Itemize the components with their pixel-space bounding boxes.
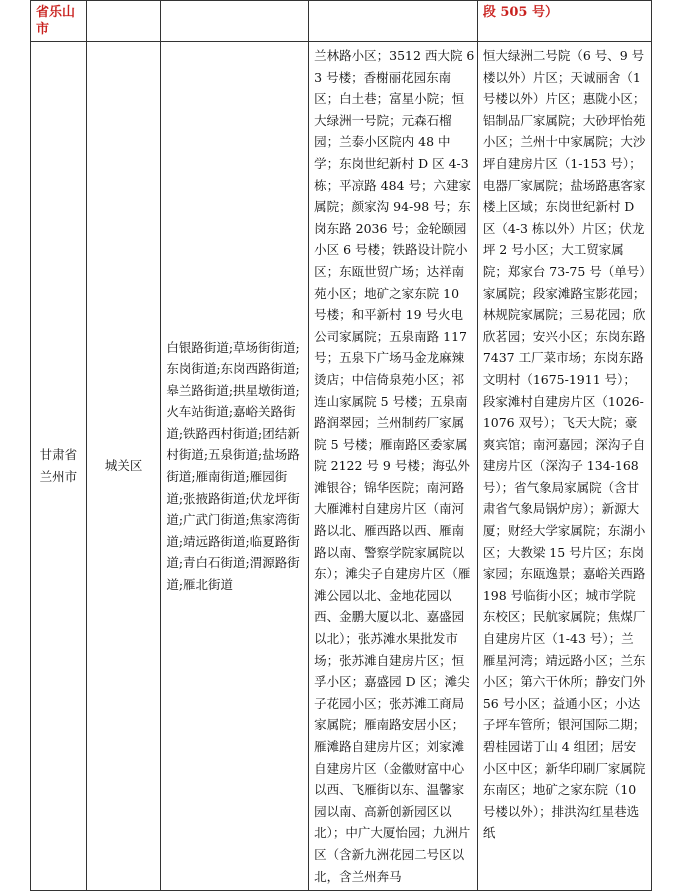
- document-table: [30, 0, 652, 891]
- header-row: [31, 1, 652, 42]
- area-list-cell-b: 恒大绿洲二号院（6 号、9 号楼以外）片区；天诚丽舍（1 号楼以外）片区；惠陇小区；铝制品厂家属院；大砂坪怡苑小区；兰州十中家属院；大沙坪自建房片区（1-153 号）；电器厂家属院；盐场路惠客家楼上区域；东岗世纪新村 D 区（4-3 栋以外）片区；伏龙坪 2 号小区；大工贸家属院；郑家台 73-75 号（单号）家属院；段家滩路宝影花园；林规院家属院；三易花园；欣欣茗园；安兴小区；东岗东路 7437 工厂菜市场；东岗东路文明村（1675-1911 号）；段家滩村自建房片区（1026-1076 双号）；飞天大院；豪爽宾馆；南河嘉园；深沟子自建房片区（深沟子 134-168 号）；省气象局家属院（含甘肃省气象局锅炉房）；新源大厦；财经大学家属院；东湖小区；大教梁 15 号片区；东岗家园；东瓯逸景；嘉峪关西路 198 号临街小区；城市学院东校区；民航家属院；焦煤厂自建房片区（1-43 号）；兰雁星河湾；靖远路小区；兰东小区；第六干休所；静安门外 56 号小区；益通小区；小达子坪车管所；银河国际二期；碧桂园诺丁山 4 组团；居安小区中区；新华印刷厂家属院东南区；地矿之家东院（10 号楼以外）；排洪沟红星巷选纸: [477, 42, 651, 891]
- streets-cell: 白银路街道;草场街街道;东岗街道;东岗西路街道;皋兰路街道;拱星墩街道;火车站街道;嘉峪关路街道;铁路西村街道;团结新村街道;五泉街道;盐场路街道;雁南街道;雁园街道;张掖路街道;伏龙坪街道;广武门街道;焦家湾街道;靖远路街道;临夏路街道;青白石街道;渭源路街道;雁北街道: [161, 42, 309, 891]
- header-cell-3: [161, 1, 309, 42]
- header-cell-4: [309, 1, 478, 42]
- province-city-cell: 甘肃省兰州市: [31, 42, 87, 891]
- header-cell-2: [86, 1, 160, 42]
- area-list-cell-a: 兰林路小区；3512 西大院 63 号楼；香榭丽花园东南区；白土巷；富星小院；恒大绿洲一号院；元森石榴园；兰泰小区院内 48 中学；东岗世纪新村 D 区 4-3 栋；平凉路 484 号；六建家属院；颜家沟 94-98 号；东岗东路 2036 号；金轮颐园小区 6 号楼；铁路设计院小区；东瓯世贸广场；达祥南苑小区；地矿之家东院 10 号楼；和平新村 19 号火电公司家属院；五泉南路 117 号；五泉下广场马金龙麻辣烫店；中信倚泉苑小区；祁连山家属院 5 号楼；五泉南路润翠园；兰州制药厂家属院 5 号楼；雁南路区委家属院 2122 号 9 号楼；海弘外滩银谷；锦华医院；南河路大雁滩村自建房片区（南河路以北、雁西路以西、雁南路以南、警察学院家属院以东）；滩尖子自建房片区（雁滩公园以北、金地花园以西、金鹏大厦以北、嘉盛园以北）；张苏滩水果批发市场；张苏滩自建房片区；恒孚小区；嘉盛园 D 区；滩尖子花园小区；张苏滩工商局家属院；雁南路安居小区；雁滩路自建房片区；刘家滩自建房片区（金徽财富中心以西、飞雁街以东、温馨家园以南、高新创新园区以北）；中广大厦怡园；九洲片区（含新九洲花园二号区以北，含兰州奔马: [309, 42, 478, 891]
- table-row: [31, 42, 652, 891]
- header-cell-1: 省乐山市: [31, 1, 87, 42]
- district-cell: 城关区: [86, 42, 160, 891]
- header-cell-5: 段 505 号）: [477, 1, 651, 42]
